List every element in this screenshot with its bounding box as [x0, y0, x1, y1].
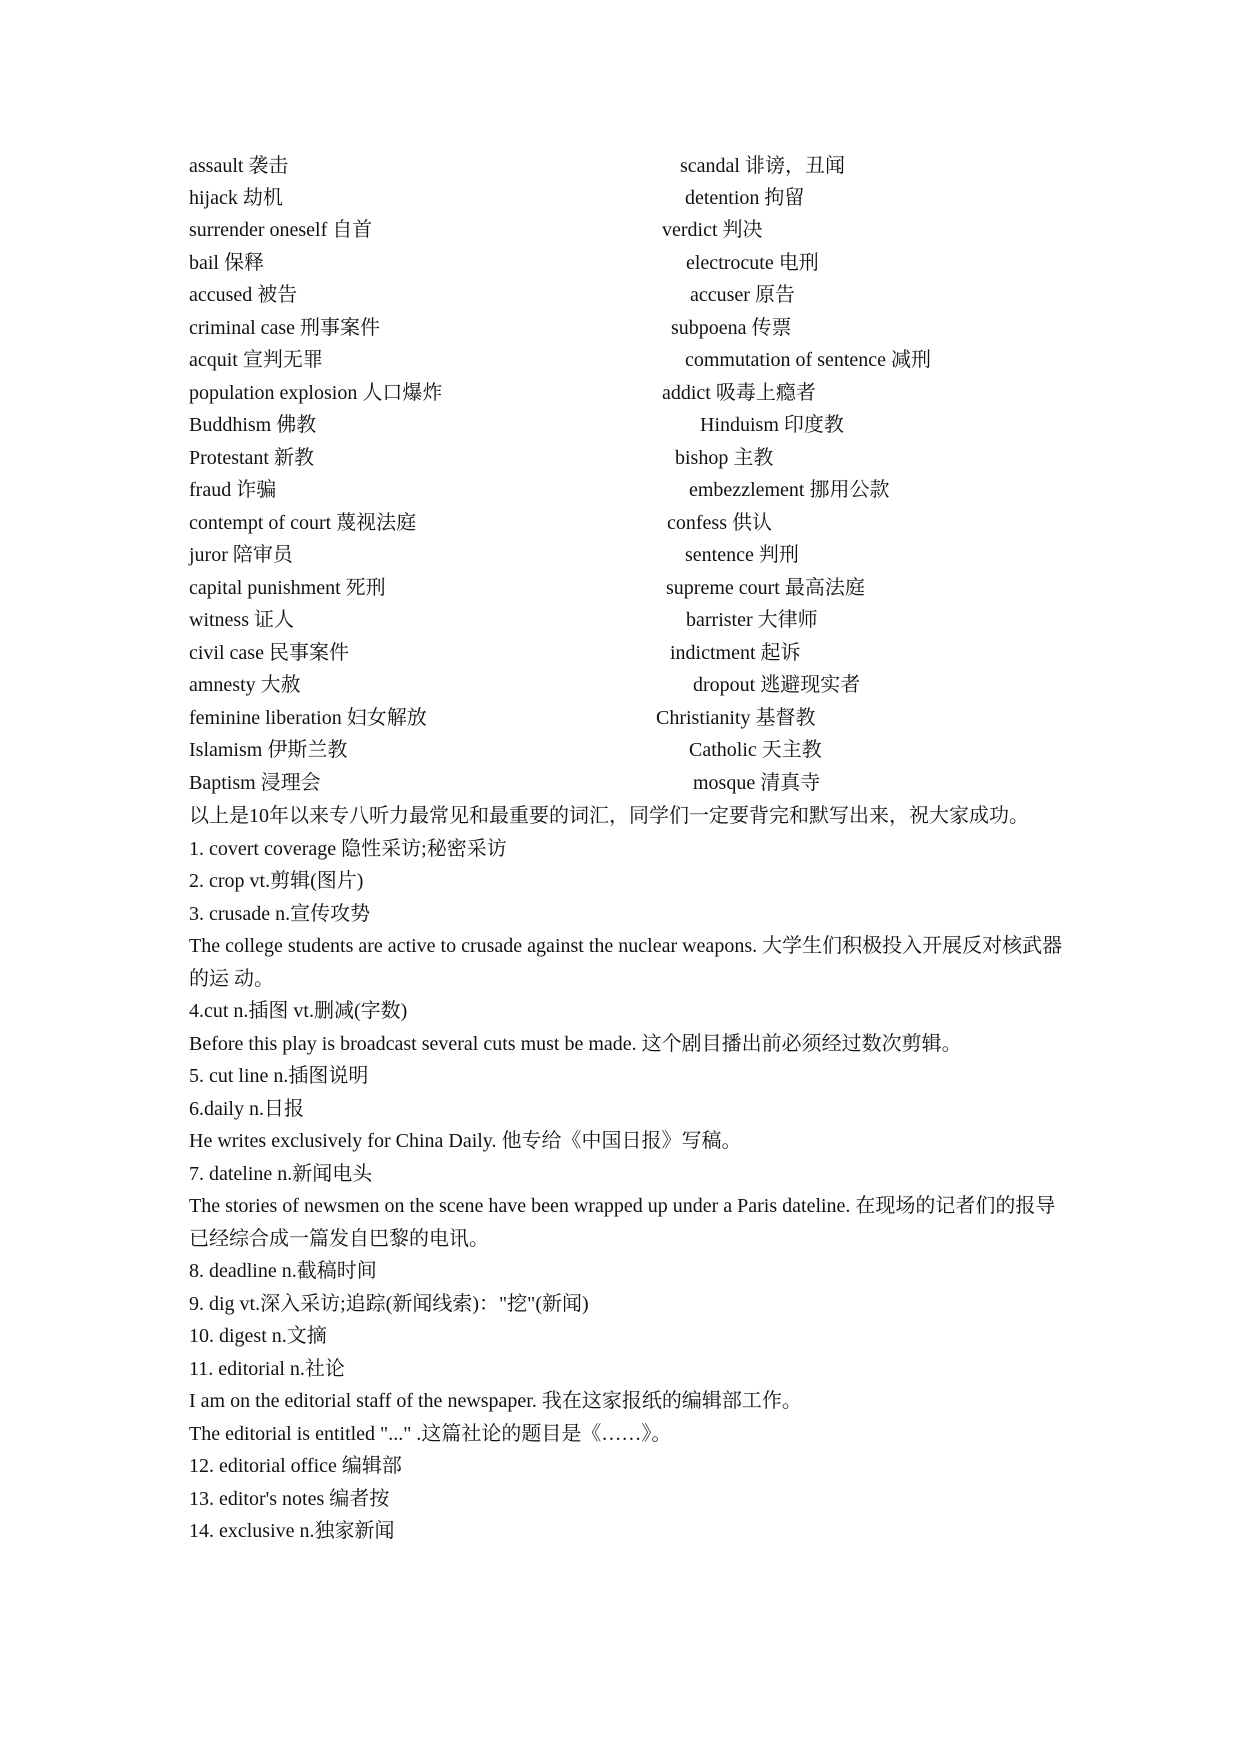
vocab-term: detention 拘留 — [685, 187, 805, 209]
vocab-term: subpoena 传票 — [671, 317, 792, 339]
vocab-term: barrister 大律师 — [686, 609, 818, 631]
vocab-term: capital punishment 死刑 — [189, 577, 386, 599]
vocab-term: acquit 宣判无罪 — [189, 349, 323, 371]
vocab-row — [0, 215, 1241, 245]
vocab-row — [0, 605, 1241, 635]
vocab-term: confess 供认 — [667, 512, 772, 534]
vocab-term: addict 吸毒上瘾者 — [662, 382, 816, 404]
vocab-term: accused 被告 — [189, 284, 298, 306]
vocab-term: supreme court 最高法庭 — [666, 577, 865, 599]
vocab-term: scandal 诽谤，丑闻 — [680, 155, 845, 177]
vocab-term: witness 证人 — [189, 609, 294, 631]
example-sentence: Before this play is broadcast several cuts must be made. 这个剧目播出前必须经过数次剪辑。 — [189, 1032, 962, 1055]
term-entry: 9. dig vt.深入采访;追踪(新闻线索)："挖"(新闻) — [189, 1292, 589, 1315]
vocab-row — [0, 735, 1241, 765]
vocab-row — [0, 768, 1241, 798]
vocab-term: embezzlement 挪用公款 — [689, 479, 890, 501]
term-entry: 14. exclusive n.独家新闻 — [189, 1520, 395, 1542]
vocab-term: contempt of court 蔑视法庭 — [189, 512, 417, 534]
vocab-row — [0, 183, 1241, 213]
vocab-term: population explosion 人口爆炸 — [189, 382, 443, 404]
vocab-row — [0, 670, 1241, 700]
term-entry: 6.daily n.日报 — [189, 1097, 304, 1120]
term-entry: 8. deadline n.截稿时间 — [189, 1260, 377, 1282]
term-entry: 1. covert coverage 隐性采访;秘密采访 — [189, 837, 507, 860]
example-sentence: He writes exclusively for China Daily. 他专给《中国日报》写稿。 — [189, 1130, 742, 1152]
vocab-row — [0, 345, 1241, 375]
vocab-row — [0, 443, 1241, 473]
vocab-row — [0, 313, 1241, 343]
term-entry: 7. dateline n.新闻电头 — [189, 1162, 373, 1185]
term-entry: 3. crusade n.宣传攻势 — [189, 902, 371, 925]
term-entry: 5. cut line n.插图说明 — [189, 1065, 369, 1087]
vocab-term: Protestant 新教 — [189, 447, 314, 469]
vocab-row — [0, 410, 1241, 440]
vocab-term: Catholic 天主教 — [689, 739, 822, 761]
term-entry: 12. editorial office 编辑部 — [189, 1455, 402, 1477]
vocab-term: Baptism 浸理会 — [189, 772, 321, 794]
vocab-row — [0, 703, 1241, 733]
vocab-term: assault 袭击 — [189, 155, 289, 177]
vocab-row — [0, 540, 1241, 570]
vocab-term: commutation of sentence 减刑 — [685, 349, 932, 371]
vocab-term: mosque 清真寺 — [693, 772, 821, 794]
vocab-term: Buddhism 佛教 — [189, 414, 317, 436]
vocab-term: sentence 判刑 — [685, 544, 799, 566]
vocab-term: hijack 劫机 — [189, 187, 283, 209]
vocab-term: bishop 主教 — [675, 447, 774, 469]
example-sentence: The college students are active to crusade against the nuclear weapons. 大学生们积极投入开展反对核武器的运 动。 — [189, 935, 1063, 990]
example-sentence: The stories of newsmen on the scene have been wrapped up under a Paris dateline. 在现场的记者们的报导已经综合成一篇发自巴黎的电讯。 — [189, 1195, 1056, 1250]
notes-body — [189, 800, 1069, 1548]
vocab-row — [0, 280, 1241, 310]
term-entry: 2. crop vt.剪辑(图片) — [189, 870, 364, 892]
vocab-term: bail 保释 — [189, 252, 264, 274]
vocab-term: electrocute 电刑 — [686, 252, 819, 274]
vocab-term: surrender oneself 自首 — [189, 219, 373, 241]
vocab-term: civil case 民事案件 — [189, 642, 349, 664]
vocab-term: dropout 逃避现实者 — [693, 674, 861, 696]
vocab-term: amnesty 大赦 — [189, 674, 301, 696]
vocab-term: feminine liberation 妇女解放 — [189, 707, 427, 729]
vocab-row — [0, 378, 1241, 408]
vocab-row — [0, 573, 1241, 603]
term-entry: 10. digest n.文摘 — [189, 1325, 327, 1347]
vocab-term: Islamism 伊斯兰教 — [189, 739, 348, 761]
vocab-term: Hinduism 印度教 — [700, 414, 844, 436]
summary-paragraph: 以上是10年以来专八听力最常见和最重要的词汇，同学们一定要背完和默写出来，祝大家成功。 — [189, 805, 1029, 827]
vocab-row — [0, 508, 1241, 538]
vocab-row — [0, 248, 1241, 278]
vocab-row — [0, 151, 1241, 181]
vocab-term: juror 陪审员 — [189, 544, 293, 566]
term-entry: 4.cut n.插图 vt.删减(字数) — [189, 1000, 408, 1022]
vocab-term: indictment 起诉 — [670, 642, 801, 664]
vocab-term: Christianity 基督教 — [656, 707, 816, 729]
example-sentence: I am on the editorial staff of the newspaper. 我在这家报纸的编辑部工作。 — [189, 1390, 802, 1412]
example-sentence: The editorial is entitled "..." .这篇社论的题目是《……》。 — [189, 1422, 672, 1445]
vocab-term: criminal case 刑事案件 — [189, 317, 381, 339]
vocab-term: accuser 原告 — [690, 284, 795, 306]
vocab-row — [0, 638, 1241, 668]
vocab-row — [0, 475, 1241, 505]
term-entry: 13. editor's notes 编者按 — [189, 1487, 390, 1510]
vocab-term: verdict 判决 — [662, 219, 763, 241]
term-entry: 11. editorial n.社论 — [189, 1357, 345, 1380]
vocab-term: fraud 诈骗 — [189, 479, 277, 501]
